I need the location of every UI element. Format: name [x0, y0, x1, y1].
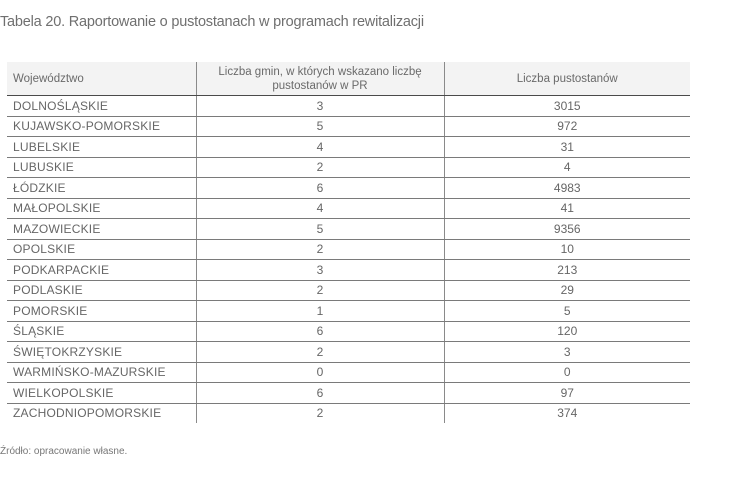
cell-liczba-pustostanow: 4 — [444, 157, 690, 178]
table-header-row — [7, 62, 690, 96]
table-row — [7, 301, 690, 322]
table-row — [7, 116, 690, 137]
cell-liczba-gmin: 6 — [196, 178, 444, 199]
cell-wojewodztwo: POMORSKIE — [7, 301, 196, 322]
cell-wojewodztwo: ZACHODNIOPOMORSKIE — [13, 406, 162, 421]
cell-liczba-pustostanow: 5 — [444, 301, 690, 322]
cell-liczba-pustostanow: 0 — [444, 362, 690, 383]
table-row — [7, 239, 690, 260]
table-body — [7, 96, 690, 424]
cell-liczba-pustostanow: 41 — [444, 198, 690, 219]
cell-wojewodztwo: KUJAWSKO-POMORSKIE — [7, 116, 196, 137]
cell-wojewodztwo: WARMIŃSKO-MAZURSKIE — [7, 362, 196, 383]
table-row — [7, 198, 690, 219]
cell-wojewodztwo: ŚLĄSKIE — [7, 321, 196, 342]
column-header-wojewodztwo: Województwo — [7, 62, 196, 96]
cell-wojewodztwo: LUBUSKIE — [7, 157, 196, 178]
cell-liczba-pustostanow: 29 — [444, 280, 690, 301]
cell-wojewodztwo: OPOLSKIE — [7, 239, 196, 260]
source-note: Źródło: opracowanie własne. — [0, 446, 128, 457]
cell-wojewodztwo: DOLNOŚLĄSKIE — [7, 96, 196, 117]
table-row — [7, 157, 690, 178]
cell-liczba-pustostanow: 9356 — [444, 219, 690, 240]
cell-liczba-gmin: 3 — [196, 96, 444, 117]
cell-wojewodztwo: ŁÓDZKIE — [7, 178, 196, 199]
cell-liczba-pustostanow: 10 — [444, 239, 690, 260]
table-row — [7, 260, 690, 281]
cell-liczba-gmin: 3 — [196, 260, 444, 281]
cell-wojewodztwo: MAŁOPOLSKIE — [7, 198, 196, 219]
table-row — [7, 280, 690, 301]
cell-liczba-pustostanow: 120 — [444, 321, 690, 342]
table-row — [7, 219, 690, 240]
table-row — [7, 342, 690, 363]
cell-liczba-pustostanow: 213 — [444, 260, 690, 281]
cell-liczba-pustostanow: 3015 — [444, 96, 690, 117]
table-row — [7, 178, 690, 199]
cell-liczba-pustostanow: 97 — [444, 383, 690, 404]
cell-wojewodztwo: PODKARPACKIE — [7, 260, 196, 281]
cell-wojewodztwo: ŚWIĘTOKRZYSKIE — [7, 342, 196, 363]
cell-liczba-pustostanow: 374 — [444, 403, 690, 423]
cell-liczba-pustostanow: 3 — [444, 342, 690, 363]
cell-liczba-gmin: 6 — [196, 383, 444, 404]
table-row — [7, 383, 690, 404]
table-row — [7, 96, 690, 117]
table-row — [7, 362, 690, 383]
table-title: Tabela 20. Raportowanie o pustostanach w programach rewitalizacji — [0, 14, 424, 30]
cell-liczba-gmin: 2 — [196, 239, 444, 260]
cell-wojewodztwo: MAZOWIECKIE — [7, 219, 196, 240]
cell-liczba-gmin: 2 — [196, 403, 444, 423]
cell-liczba-gmin: 5 — [196, 219, 444, 240]
table-row — [7, 321, 690, 342]
cell-liczba-gmin: 5 — [196, 116, 444, 137]
cell-wojewodztwo: PODLASKIE — [7, 280, 196, 301]
cell-wojewodztwo: LUBELSKIE — [7, 137, 196, 158]
column-header-liczba-pustostanow: Liczba pustostanów — [444, 62, 690, 96]
cell-liczba-gmin: 2 — [196, 280, 444, 301]
column-header-liczba-gmin: Liczba gmin, w których wskazano liczbę pustostanów w PR — [196, 62, 444, 96]
cell-liczba-gmin: 4 — [196, 137, 444, 158]
cell-liczba-pustostanow: 4983 — [444, 178, 690, 199]
data-table — [7, 62, 690, 423]
cell-liczba-pustostanow: 972 — [444, 116, 690, 137]
cell-liczba-gmin: 0 — [196, 362, 444, 383]
table-container — [7, 62, 690, 423]
cell-liczba-gmin: 2 — [196, 157, 444, 178]
cell-liczba-gmin: 4 — [196, 198, 444, 219]
cell-liczba-gmin: 1 — [196, 301, 444, 322]
cell-liczba-gmin: 6 — [196, 321, 444, 342]
cell-liczba-gmin: 2 — [196, 342, 444, 363]
cell-wojewodztwo: WIELKOPOLSKIE — [7, 383, 196, 404]
cell-liczba-pustostanow: 31 — [444, 137, 690, 158]
table-row — [7, 403, 690, 423]
table-row — [7, 137, 690, 158]
